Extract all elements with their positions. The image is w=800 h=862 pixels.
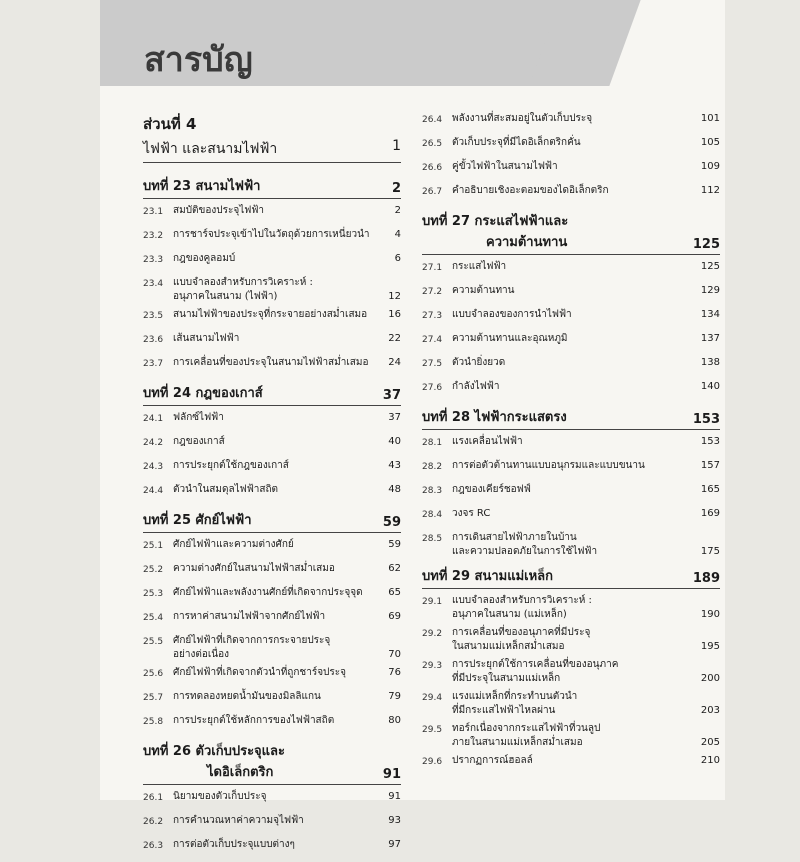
- chapter-title-block: [422, 406, 567, 427]
- left-chapter-list: [143, 175, 401, 858]
- section-title: [452, 260, 690, 274]
- part-page: 1: [392, 138, 401, 154]
- section-page: 109: [700, 161, 720, 172]
- chapter-title-line-2: ความต้านทาน: [486, 235, 568, 250]
- section-title: [452, 754, 690, 768]
- toc-section-row: [422, 531, 720, 559]
- section-page: 190: [700, 609, 720, 620]
- section-page: 4: [394, 229, 401, 240]
- section-page: 134: [700, 309, 720, 320]
- section-title-line: ความต่างศักย์ในสนามไฟฟ้าสม่ำเสมอ: [173, 563, 335, 574]
- toc-section-row: [143, 666, 401, 686]
- section-title-line: แรงเคลื่อนไฟฟ้า: [452, 436, 523, 447]
- section-page: 6: [394, 253, 401, 264]
- section-title: [452, 722, 690, 750]
- chapter-heading: [422, 210, 720, 255]
- toc-right-column: [422, 112, 720, 778]
- section-title: [452, 507, 690, 521]
- section-number: 25.5: [143, 637, 164, 647]
- chapter-title: บทที่ 29 สนามแม่เหล็ก: [422, 569, 554, 584]
- section-page: 16: [388, 309, 401, 320]
- section-number: 26.7: [422, 187, 443, 197]
- section-page: 65: [388, 587, 401, 598]
- section-page: 22: [388, 333, 401, 344]
- section-title-line: อนุภาคในสนาม (ไฟฟ้า): [173, 291, 278, 302]
- section-title: [173, 714, 371, 728]
- toc-section-row: [422, 690, 720, 718]
- section-title: [173, 332, 371, 346]
- section-number: 23.6: [143, 335, 164, 345]
- section-title-line: การต่อตัวต้านทานแบบอนุกรมและแบบขนาน: [452, 460, 645, 471]
- section-title-line: การเดินสายไฟฟ้าภายในบ้าน: [452, 532, 577, 543]
- section-title-line: แบบจำลองของการนำไฟฟ้า: [452, 309, 572, 320]
- section-page: 157: [700, 460, 720, 471]
- section-title: [173, 356, 371, 370]
- toc-section-row: [143, 634, 401, 662]
- toc-section-row: [422, 594, 720, 622]
- section-title: [452, 435, 690, 449]
- section-title-line: นิยามของตัวเก็บประจุ: [173, 791, 267, 802]
- section-page: 40: [388, 436, 401, 447]
- section-page: 153: [700, 436, 720, 447]
- toc-section-row: [422, 435, 720, 455]
- section-title-line: แบบจำลองสำหรับการวิเคราะห์ :: [173, 277, 313, 288]
- toc-section-row: [422, 483, 720, 503]
- section-title: [173, 483, 371, 497]
- toc-section-row: [422, 284, 720, 304]
- toc-section-row: [422, 658, 720, 686]
- continued-section-list: [422, 112, 720, 204]
- section-title-line: การต่อตัวเก็บประจุแบบต่างๆ: [173, 839, 295, 850]
- toc-section-row: [143, 411, 401, 431]
- section-title-line: ตัวนำในสมดุลไฟฟ้าสถิต: [173, 484, 279, 495]
- section-page: 210: [700, 755, 720, 766]
- section-title-line: ศักย์ไฟฟ้าที่เกิดจากการกระจายประจุ: [173, 635, 331, 646]
- section-number: 26.6: [422, 163, 443, 173]
- section-title: [173, 459, 371, 473]
- chapter-title: บทที่ 24 กฎของเกาส์: [143, 386, 263, 401]
- section-number: 26.2: [143, 817, 164, 827]
- section-title: [173, 634, 371, 662]
- section-title-line: กระแสไฟฟ้า: [452, 261, 507, 272]
- chapter-page: 91: [382, 767, 401, 782]
- chapter-page: 153: [692, 412, 720, 427]
- section-number: 29.2: [422, 629, 443, 639]
- section-title-line: ตัวเก็บประจุที่มีไดอิเล็กตริกคั่น: [452, 137, 581, 148]
- chapter-title: บทที่ 27 กระแสไฟฟ้าและ: [422, 214, 569, 229]
- section-page: 2: [394, 205, 401, 216]
- toc-section-row: [422, 184, 720, 204]
- section-title: [173, 790, 371, 804]
- section-title: [173, 435, 371, 449]
- chapter-heading: [422, 565, 720, 589]
- section-title: [452, 459, 690, 473]
- section-title-line: ที่มีประจุในสนามแม่เหล็ก: [452, 673, 561, 684]
- chapter-title-block: [143, 740, 285, 782]
- chapter-heading: [422, 406, 720, 430]
- toc-section-row: [143, 204, 401, 224]
- chapter-page: 2: [391, 181, 401, 196]
- toc-section-row: [422, 754, 720, 774]
- toc-section-row: [143, 838, 401, 858]
- section-page: 200: [700, 673, 720, 684]
- section-number: 23.7: [143, 359, 164, 369]
- toc-section-row: [143, 276, 401, 304]
- section-page: 165: [700, 484, 720, 495]
- section-title-line: การทดลองหยดน้ำมันของมิลลิแกน: [173, 691, 321, 702]
- section-page: 169: [700, 508, 720, 519]
- section-title: [173, 276, 371, 304]
- section-title: [452, 690, 690, 718]
- section-number: 23.2: [143, 231, 164, 241]
- section-title-line: แบบจำลองสำหรับการวิเคราะห์ :: [452, 595, 592, 606]
- section-title: [452, 626, 690, 654]
- section-title: [452, 483, 690, 497]
- section-title-line: การหาค่าสนามไฟฟ้าจากศักย์ไฟฟ้า: [173, 611, 326, 622]
- section-title-line: สนามไฟฟ้าของประจุที่กระจายอย่างสม่ำเสมอ: [173, 309, 368, 320]
- section-title-line: การเคลื่อนที่ของอนุภาคที่มีประจุ: [452, 627, 591, 638]
- section-title: [452, 112, 690, 126]
- section-title: [452, 332, 690, 346]
- section-title-line: การประยุกต์ใช้กฎของเกาส์: [173, 460, 289, 471]
- toc-chapter: [422, 210, 720, 400]
- part-heading: [143, 138, 401, 163]
- section-number: 29.6: [422, 757, 443, 767]
- toc-section-row: [143, 562, 401, 582]
- page-title: สารบัญ: [144, 40, 253, 80]
- section-title-line: การชาร์จประจุเข้าไปในวัตถุด้วยการเหนี่ยวนำ: [173, 229, 370, 240]
- section-page: 175: [700, 546, 720, 557]
- toc-chapter: [143, 740, 401, 858]
- section-title-line: อย่างต่อเนื่อง: [173, 649, 230, 660]
- book-page: [100, 0, 725, 851]
- section-page: 129: [700, 285, 720, 296]
- chapter-title-block: [143, 509, 252, 530]
- chapter-title: บทที่ 23 สนามไฟฟ้า: [143, 179, 261, 194]
- section-title: [452, 308, 690, 322]
- toc-section-row: [422, 626, 720, 654]
- section-number: 28.4: [422, 510, 443, 520]
- section-page: 112: [700, 185, 720, 196]
- section-page: 79: [388, 691, 401, 702]
- chapter-page: 189: [692, 571, 720, 586]
- toc-section-row: [143, 586, 401, 606]
- section-title-line: การประยุกต์ใช้หลักการของไฟฟ้าสถิต: [173, 715, 335, 726]
- section-title: [452, 284, 690, 298]
- section-title: [173, 814, 371, 828]
- section-number: 23.5: [143, 311, 164, 321]
- section-page: 97: [388, 839, 401, 850]
- part-label: ส่วนที่ 4: [143, 115, 197, 133]
- toc-section-row: [422, 260, 720, 280]
- toc-section-row: [143, 228, 401, 248]
- section-number: 27.3: [422, 311, 443, 321]
- chapter-title: บทที่ 28 ไฟฟ้ากระแสตรง: [422, 410, 567, 425]
- section-number: 28.1: [422, 438, 443, 448]
- section-page: 93: [388, 815, 401, 826]
- section-title-line: กฎของเคียร์ชอฟฟ์: [452, 484, 531, 495]
- chapter-title-block: [143, 382, 263, 403]
- toc-section-row: [422, 332, 720, 352]
- chapter-heading: [143, 740, 401, 785]
- section-number: 24.3: [143, 462, 164, 472]
- chapter-heading: [143, 509, 401, 533]
- chapter-title-block: [143, 175, 260, 196]
- toc-section-row: [422, 308, 720, 328]
- section-number: 23.4: [143, 279, 164, 289]
- section-page: 43: [388, 460, 401, 471]
- toc-chapter: [143, 509, 401, 734]
- toc-section-row: [143, 814, 401, 834]
- toc-section-row: [143, 538, 401, 558]
- section-title-line: วงจร RC: [452, 508, 491, 519]
- toc-chapter: [422, 406, 720, 559]
- toc-section-row: [143, 356, 401, 376]
- section-number: 26.4: [422, 115, 443, 125]
- toc-section-row: [143, 483, 401, 503]
- section-title-line: การเคลื่อนที่ของประจุในสนามไฟฟ้าสม่ำเสมอ: [173, 357, 369, 368]
- chapter-heading: [143, 382, 401, 406]
- section-page: 125: [700, 261, 720, 272]
- section-page: 48: [388, 484, 401, 495]
- toc-section-row: [143, 714, 401, 734]
- section-title-line: และความปลอดภัยในการใช้ไฟฟ้า: [452, 546, 598, 557]
- section-title-line: พลังงานที่สะสมอยู่ในตัวเก็บประจุ: [452, 113, 593, 124]
- section-title-line: ศักย์ไฟฟ้าและความต่างศักย์: [173, 539, 294, 550]
- section-number: 26.5: [422, 139, 443, 149]
- toc-section-row: [422, 160, 720, 180]
- chapter-title: บทที่ 26 ตัวเก็บประจุและ: [143, 744, 286, 759]
- chapter-page: 59: [382, 515, 401, 530]
- toc-section-row: [422, 722, 720, 750]
- section-page: 91: [388, 791, 401, 802]
- section-number: 29.5: [422, 725, 443, 735]
- section-title-line: ที่มีกระแสไฟฟ้าไหลผ่าน: [452, 705, 556, 716]
- section-title-line: กำลังไฟฟ้า: [452, 381, 500, 392]
- section-title-line: การคำนวณหาค่าความจุไฟฟ้า: [173, 815, 304, 826]
- toc-left-column: [143, 112, 401, 862]
- right-chapter-list: [422, 210, 720, 774]
- section-number: 27.6: [422, 383, 443, 393]
- section-title-line: ศักย์ไฟฟ้าและพลังงานศักย์ที่เกิดจากประจุจุด: [173, 587, 363, 598]
- section-title-line: ในสนามแม่เหล็กสม่ำเสมอ: [452, 641, 565, 652]
- toc-chapter: [422, 565, 720, 774]
- section-number: 23.3: [143, 255, 164, 265]
- section-number: 29.4: [422, 693, 443, 703]
- section-title-line: คำอธิบายเชิงอะตอมของไดอิเล็กตริก: [452, 185, 609, 196]
- toc-section-row: [143, 790, 401, 810]
- section-number: 28.5: [422, 534, 443, 544]
- section-title: [173, 838, 371, 852]
- section-number: 25.2: [143, 565, 164, 575]
- section-title: [173, 666, 371, 680]
- section-title-line: ศักย์ไฟฟ้าที่เกิดจากตัวนำที่ถูกชาร์จประจุ: [173, 667, 346, 678]
- section-page: 140: [700, 381, 720, 392]
- section-title-line: กฎของคูลอมบ์: [173, 253, 236, 264]
- section-page: 12: [388, 291, 401, 302]
- section-title: [173, 562, 371, 576]
- section-title-line: เส้นสนามไฟฟ้า: [173, 333, 240, 344]
- section-page: 205: [700, 737, 720, 748]
- section-title-line: อนุภาคในสนาม (แม่เหล็ก): [452, 609, 567, 620]
- section-page: 69: [388, 611, 401, 622]
- section-title-line: ภายในสนามแม่เหล็กสม่ำเสมอ: [452, 737, 583, 748]
- section-number: 27.2: [422, 287, 443, 297]
- chapter-title-line-2: ไดอิเล็กตริก: [207, 765, 274, 780]
- section-title-line: ฟลักซ์ไฟฟ้า: [173, 412, 224, 423]
- section-title: [452, 658, 690, 686]
- toc-section-row: [422, 112, 720, 132]
- section-page: 24: [388, 357, 401, 368]
- toc-section-row: [143, 252, 401, 272]
- toc-section-row: [422, 380, 720, 400]
- section-title-line: ตัวนำยิ่งยวด: [452, 357, 506, 368]
- section-title: [173, 228, 371, 242]
- section-title-line: ทอร์กเนื่องจากกระแสไฟฟ้าที่วนลูป: [452, 723, 601, 734]
- toc-chapter: [143, 175, 401, 376]
- section-number: 25.8: [143, 717, 164, 727]
- toc-section-row: [422, 356, 720, 376]
- chapter-page: 37: [382, 388, 401, 403]
- toc-section-row: [143, 308, 401, 328]
- toc-section-row: [422, 507, 720, 527]
- section-number: 26.3: [143, 841, 164, 851]
- section-number: 25.1: [143, 541, 164, 551]
- chapter-page: 125: [692, 237, 720, 252]
- section-title: [173, 308, 371, 322]
- section-title-line: ความต้านทาน: [452, 285, 515, 296]
- section-number: 25.4: [143, 613, 164, 623]
- section-title: [452, 380, 690, 394]
- section-title: [173, 252, 371, 266]
- chapter-heading: [143, 175, 401, 199]
- section-title-line: สมบัติของประจุไฟฟ้า: [173, 205, 265, 216]
- part-title: ไฟฟ้า และสนามไฟฟ้า: [143, 141, 278, 157]
- section-title: [452, 594, 690, 622]
- toc-section-row: [143, 332, 401, 352]
- section-title: [452, 184, 690, 198]
- toc-chapter: [143, 382, 401, 503]
- section-title: [452, 531, 690, 559]
- section-page: 62: [388, 563, 401, 574]
- section-number: 25.7: [143, 693, 164, 703]
- chapter-title-block: [422, 565, 553, 586]
- section-page: 137: [700, 333, 720, 344]
- chapter-title-block: [422, 210, 568, 252]
- toc-section-row: [143, 459, 401, 479]
- section-title: [173, 586, 371, 600]
- section-page: 105: [700, 137, 720, 148]
- section-title: [452, 136, 690, 150]
- section-title-line: แรงแม่เหล็กที่กระทำบนตัวนำ: [452, 691, 578, 702]
- section-page: 80: [388, 715, 401, 726]
- section-title: [173, 610, 371, 624]
- section-number: 29.1: [422, 597, 443, 607]
- section-number: 27.1: [422, 263, 443, 273]
- section-number: 29.3: [422, 661, 443, 671]
- section-number: 28.2: [422, 462, 443, 472]
- section-number: 25.6: [143, 669, 164, 679]
- toc-section-row: [143, 435, 401, 455]
- section-page: 70: [388, 649, 401, 660]
- section-title-line: กฎของเกาส์: [173, 436, 225, 447]
- section-title: [173, 690, 371, 704]
- section-number: 27.5: [422, 359, 443, 369]
- section-title: [452, 160, 690, 174]
- section-page: 59: [388, 539, 401, 550]
- section-page: 203: [700, 705, 720, 716]
- section-title: [173, 538, 371, 552]
- section-title-line: การประยุกต์ใช้การเคลื่อนที่ของอนุภาค: [452, 659, 619, 670]
- section-number: 23.1: [143, 207, 164, 217]
- section-number: 25.3: [143, 589, 164, 599]
- toc-section-row: [422, 459, 720, 479]
- section-title: [173, 204, 371, 218]
- section-title: [452, 356, 690, 370]
- chapter-title: บทที่ 25 ศักย์ไฟฟ้า: [143, 513, 252, 528]
- section-page: 195: [700, 641, 720, 652]
- toc-section-row: [143, 610, 401, 630]
- toc-section-row: [422, 136, 720, 156]
- toc-section-row: [143, 690, 401, 710]
- section-number: 26.1: [143, 793, 164, 803]
- section-page: 138: [700, 357, 720, 368]
- section-page: 76: [388, 667, 401, 678]
- section-title-line: ปรากฏการณ์ฮอลล์: [452, 755, 533, 766]
- section-number: 24.1: [143, 414, 164, 424]
- section-number: 24.4: [143, 486, 164, 496]
- section-number: 28.3: [422, 486, 443, 496]
- section-page: 101: [700, 113, 720, 124]
- section-title-line: คู่ขั้วไฟฟ้าในสนามไฟฟ้า: [452, 161, 558, 172]
- section-number: 24.2: [143, 438, 164, 448]
- section-number: 27.4: [422, 335, 443, 345]
- section-title-line: ความต้านทานและอุณหภูมิ: [452, 333, 568, 344]
- section-page: 37: [388, 412, 401, 423]
- section-title: [173, 411, 371, 425]
